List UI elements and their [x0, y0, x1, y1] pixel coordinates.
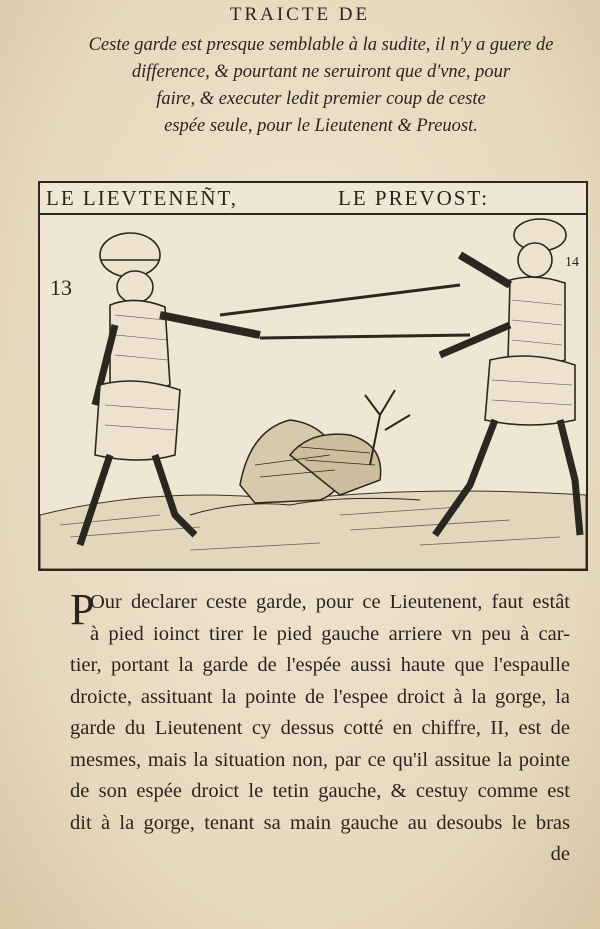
plate-header: [40, 183, 586, 215]
body-line: droicte, assituant la pointe de l'espee droict à la gorge, la: [70, 685, 570, 708]
body-line: tier, portant la garde de l'espée aussi haute que l'espaulle: [70, 654, 570, 676]
label-prevost: LE PREVOST:: [338, 186, 490, 210]
body-line: garde du Lieutenent cy dessus cotté en chiffre, II, est de: [70, 717, 570, 739]
fencing-illustration: [40, 215, 586, 569]
body-paragraph: [70, 587, 570, 871]
body-line: Our declarer ceste garde, pour ce Lieutenent, faut estât: [90, 591, 570, 613]
body-line: à pied ioinct tirer le pied gauche arriere vn peu à car-: [90, 622, 570, 645]
figure-number-14: 14: [565, 255, 579, 270]
drop-cap: P: [70, 585, 95, 634]
intro-line: Ceste garde est presque semblable à la sudite, il n'y a guere de: [88, 35, 554, 55]
figure-number-13: 13: [50, 275, 72, 300]
catchword: de: [550, 843, 570, 865]
intro-paragraph: [86, 32, 556, 140]
body-line: dit à la gorge, tenant sa main gauche au desoubs le bras: [70, 811, 570, 834]
intro-line: espée seule, pour le Lieutenent & Preuost.: [164, 116, 478, 136]
body-line: de son espée droict le tetin gauche, & cestuy comme est: [70, 780, 570, 802]
body-line: mesmes, mais la situation non, par ce qu'il assitue la pointe: [70, 748, 570, 771]
label-lieutenant: LE LIEVTENEÑT,: [46, 186, 239, 210]
running-head: TRAICTE DE: [229, 4, 371, 25]
intro-line: faire, & executer ledit premier coup de ceste: [156, 89, 486, 109]
intro-line: difference, & pourtant ne seruiront que d'vne, pour: [131, 62, 511, 82]
woodcut-plate: [38, 181, 588, 571]
